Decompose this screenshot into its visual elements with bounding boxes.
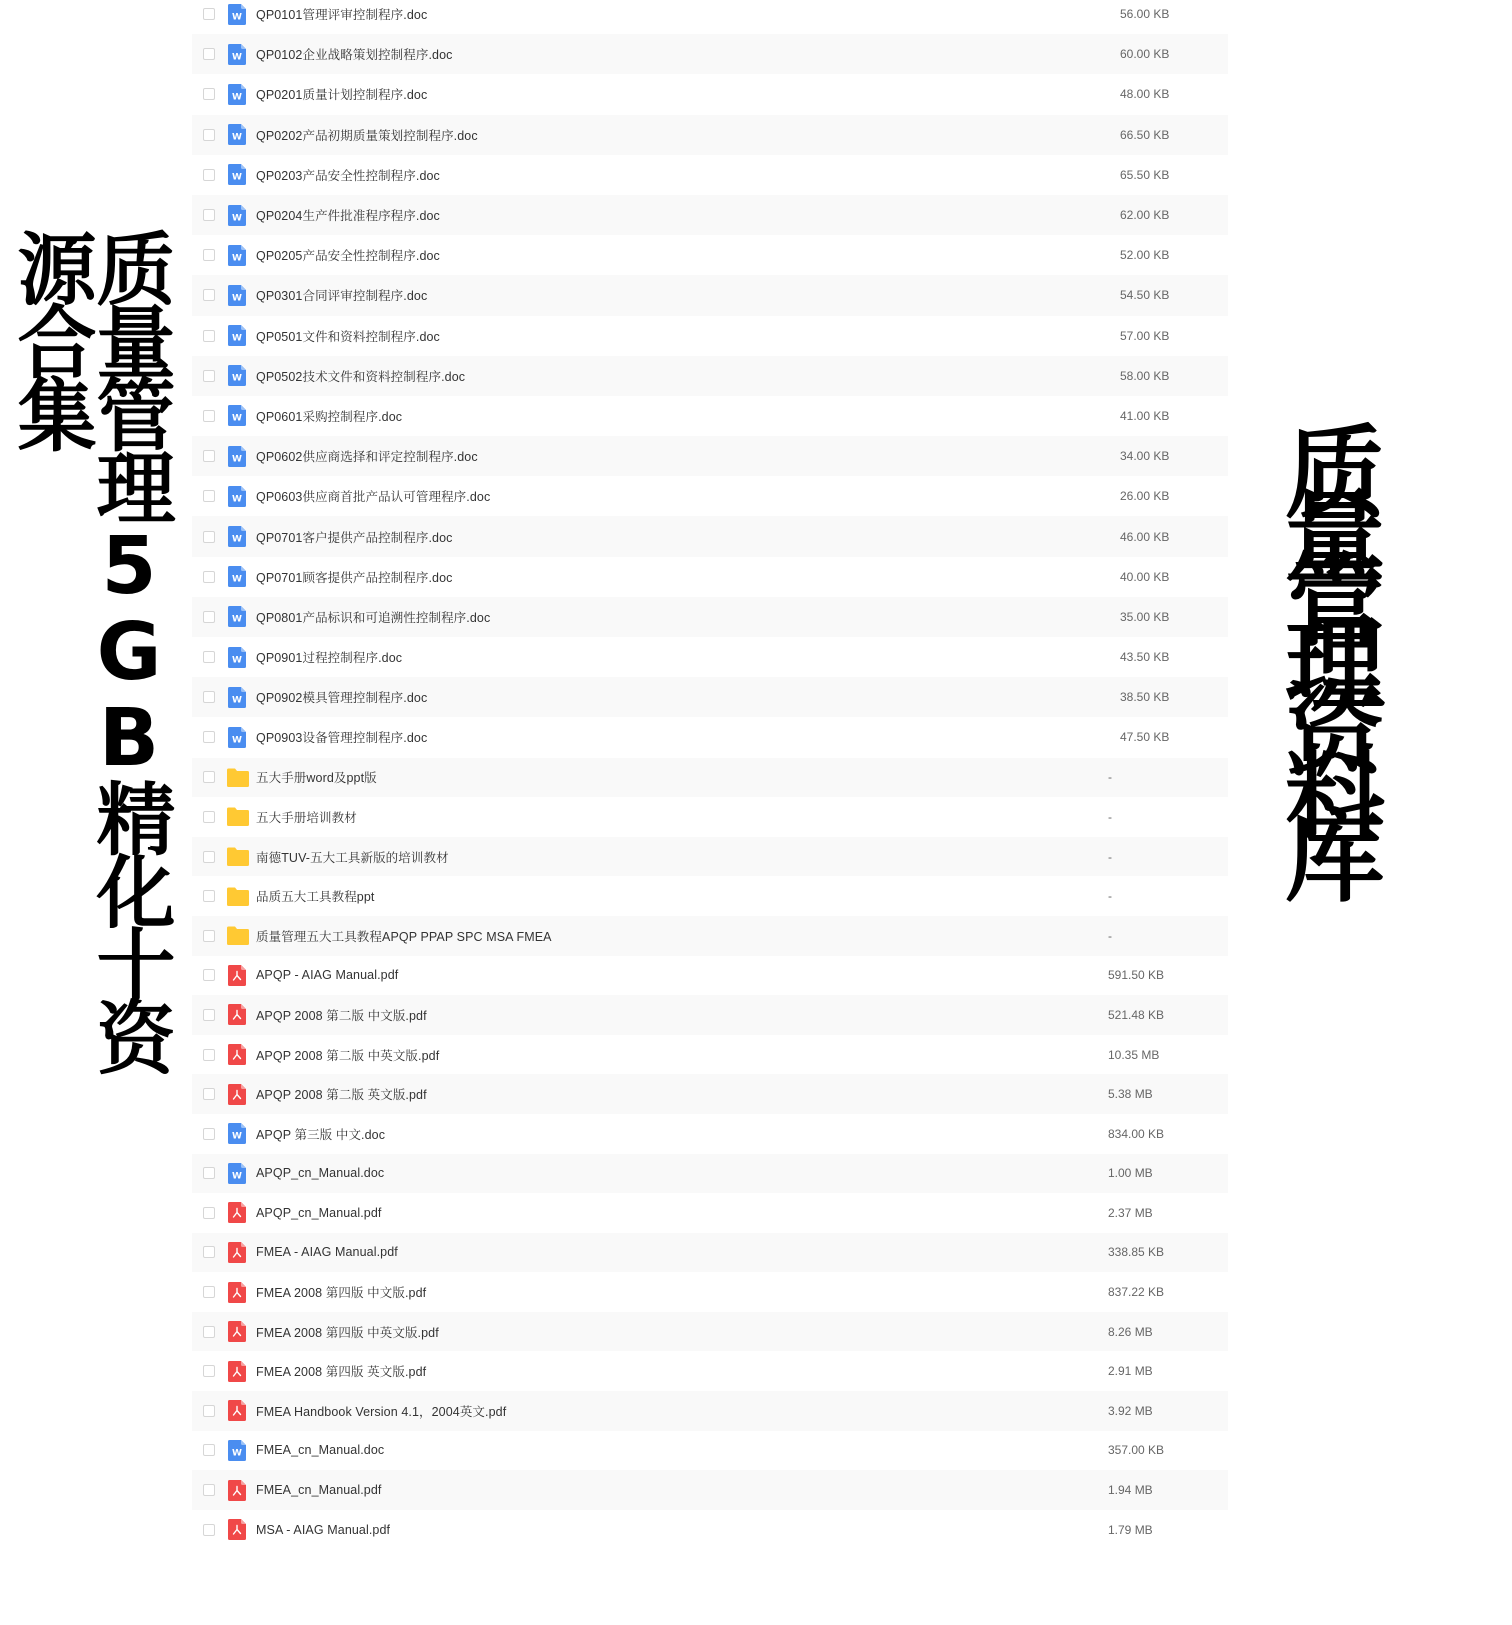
- file-name[interactable]: APQP 第三版 中文.doc: [256, 1127, 386, 1142]
- file-size: 837.22 KB: [1108, 1285, 1165, 1300]
- file-row[interactable]: [192, 717, 1228, 757]
- select-checkbox[interactable]: [203, 1207, 215, 1219]
- file-row[interactable]: [192, 1035, 1228, 1075]
- file-row[interactable]: [192, 1114, 1228, 1154]
- file-name[interactable]: QP0601采购控制程序.doc: [256, 409, 403, 424]
- word-doc-icon: [228, 205, 246, 226]
- file-name[interactable]: APQP 2008 第二版 英文版.pdf: [256, 1088, 427, 1103]
- svg-text:W: W: [232, 735, 242, 746]
- select-checkbox[interactable]: [203, 890, 215, 902]
- select-checkbox[interactable]: [203, 851, 215, 863]
- file-row[interactable]: [192, 275, 1228, 315]
- file-name[interactable]: APQP_cn_Manual.doc: [256, 1166, 385, 1181]
- svg-text:W: W: [232, 454, 242, 465]
- file-name[interactable]: QP0201质量计划控制程序.doc: [256, 88, 428, 103]
- word-doc-icon: [228, 446, 246, 467]
- select-checkbox[interactable]: [203, 209, 215, 221]
- file-size: 1.94 MB: [1108, 1483, 1153, 1498]
- file-name[interactable]: 品质五大工具教程ppt: [256, 890, 375, 905]
- file-row[interactable]: [192, 476, 1228, 516]
- file-name[interactable]: QP0602供应商选择和评定控制程序.doc: [256, 450, 478, 465]
- file-size: 38.50 KB: [1120, 690, 1170, 705]
- file-row[interactable]: [192, 516, 1228, 556]
- file-name[interactable]: 五大手册培训教材: [256, 810, 357, 825]
- svg-text:W: W: [232, 52, 242, 63]
- file-row[interactable]: [192, 1351, 1228, 1391]
- file-name[interactable]: FMEA 2008 第四版 中文版.pdf: [256, 1286, 427, 1301]
- select-checkbox[interactable]: [203, 1444, 215, 1456]
- file-list: [192, 0, 1228, 1549]
- file-row[interactable]: [192, 34, 1228, 74]
- file-size: 46.00 KB: [1120, 529, 1170, 544]
- pdf-icon: [228, 1282, 246, 1303]
- file-size: 5.38 MB: [1108, 1087, 1153, 1102]
- word-doc-icon: [228, 687, 246, 708]
- file-name[interactable]: APQP - AIAG Manual.pdf: [256, 968, 399, 983]
- file-row[interactable]: [192, 316, 1228, 356]
- file-row[interactable]: [192, 0, 1228, 34]
- file-name[interactable]: QP0903设备管理控制程序.doc: [256, 731, 428, 746]
- file-name[interactable]: QP0101管理评审控制程序.doc: [256, 8, 428, 23]
- select-checkbox[interactable]: [203, 169, 215, 181]
- file-size: -: [1108, 809, 1112, 824]
- svg-text:W: W: [232, 695, 242, 706]
- select-checkbox[interactable]: [203, 930, 215, 942]
- select-checkbox[interactable]: [203, 370, 215, 382]
- file-size: -: [1108, 770, 1112, 785]
- file-name[interactable]: QP0701客户提供产品控制程序.doc: [256, 530, 453, 545]
- file-name[interactable]: 五大手册word及ppt版: [256, 771, 377, 786]
- select-checkbox[interactable]: [203, 410, 215, 422]
- word-doc-icon: [228, 164, 246, 185]
- svg-text:W: W: [232, 92, 242, 103]
- select-checkbox[interactable]: [203, 450, 215, 462]
- file-size: 834.00 KB: [1108, 1126, 1165, 1141]
- file-size: 47.50 KB: [1120, 730, 1170, 745]
- file-name[interactable]: QP0701顾客提供产品控制程序.doc: [256, 570, 453, 585]
- svg-text:W: W: [232, 413, 242, 424]
- file-name[interactable]: QP0205产品安全性控制程序.doc: [256, 249, 440, 264]
- file-name[interactable]: QP0203产品安全性控制程序.doc: [256, 168, 440, 183]
- file-size: 56.00 KB: [1120, 7, 1170, 22]
- file-row[interactable]: [192, 995, 1228, 1035]
- word-doc-icon: [228, 4, 246, 25]
- file-name[interactable]: QP0902模具管理控制程序.doc: [256, 691, 428, 706]
- file-row[interactable]: [192, 1233, 1228, 1273]
- select-checkbox[interactable]: [203, 1128, 215, 1140]
- file-size: 34.00 KB: [1120, 449, 1170, 464]
- file-size: 57.00 KB: [1120, 328, 1170, 343]
- svg-text:W: W: [232, 333, 242, 344]
- folder-row[interactable]: [192, 916, 1228, 956]
- svg-text:W: W: [232, 614, 242, 625]
- file-size: 3.92 MB: [1108, 1403, 1153, 1418]
- file-size: 357.00 KB: [1108, 1443, 1165, 1458]
- file-row[interactable]: [192, 436, 1228, 476]
- promo-title-right: 质量管理资料库: [1268, 420, 1385, 868]
- folder-row[interactable]: [192, 837, 1228, 877]
- svg-text:W: W: [232, 574, 242, 585]
- select-checkbox[interactable]: [203, 611, 215, 623]
- file-size: 66.50 KB: [1120, 127, 1170, 142]
- select-checkbox[interactable]: [203, 1167, 215, 1179]
- select-checkbox[interactable]: [203, 249, 215, 261]
- svg-text:W: W: [232, 534, 242, 545]
- file-size: 521.48 KB: [1108, 1007, 1165, 1022]
- file-size: 2.91 MB: [1108, 1364, 1153, 1379]
- word-doc-icon: [228, 44, 246, 65]
- pdf-icon: [228, 1400, 246, 1421]
- select-checkbox[interactable]: [203, 651, 215, 663]
- file-row[interactable]: [192, 677, 1228, 717]
- file-size: 52.00 KB: [1120, 248, 1170, 263]
- file-name[interactable]: QP0901过程控制程序.doc: [256, 651, 403, 666]
- file-row[interactable]: [192, 1510, 1228, 1550]
- folder-icon: [227, 807, 245, 826]
- file-name[interactable]: FMEA 2008 第四版 英文版.pdf: [256, 1365, 427, 1380]
- select-checkbox[interactable]: [203, 969, 215, 981]
- select-checkbox[interactable]: [203, 88, 215, 100]
- file-row[interactable]: [192, 396, 1228, 436]
- select-checkbox[interactable]: [203, 330, 215, 342]
- select-checkbox[interactable]: [203, 8, 215, 20]
- file-row[interactable]: [192, 155, 1228, 195]
- file-row[interactable]: [192, 1431, 1228, 1471]
- select-checkbox[interactable]: [203, 490, 215, 502]
- word-doc-icon: [228, 486, 246, 507]
- file-row[interactable]: [192, 1154, 1228, 1194]
- file-name[interactable]: QP0501文件和资料控制程序.doc: [256, 329, 440, 344]
- svg-text:W: W: [232, 655, 242, 666]
- file-name[interactable]: QP0102企业战略策划控制程序.doc: [256, 48, 453, 63]
- word-doc-icon: [228, 245, 246, 266]
- folder-row[interactable]: [192, 758, 1228, 798]
- select-checkbox[interactable]: [203, 811, 215, 823]
- pdf-icon: [228, 1004, 246, 1025]
- word-doc-icon: [228, 285, 246, 306]
- file-size: 10.35 MB: [1108, 1047, 1160, 1062]
- select-checkbox[interactable]: [203, 771, 215, 783]
- file-size: 62.00 KB: [1120, 208, 1170, 223]
- select-checkbox[interactable]: [203, 48, 215, 60]
- file-name[interactable]: FMEA - AIAG Manual.pdf: [256, 1245, 398, 1260]
- folder-icon: [227, 847, 245, 866]
- select-checkbox[interactable]: [203, 531, 215, 543]
- word-doc-icon: [228, 1440, 246, 1461]
- file-name[interactable]: FMEA Handbook Version 4.1，2004英文.pdf: [256, 1404, 507, 1419]
- folder-icon: [227, 768, 245, 787]
- folder-icon: [227, 887, 245, 906]
- file-name[interactable]: FMEA_cn_Manual.pdf: [256, 1483, 382, 1498]
- file-row[interactable]: [192, 1074, 1228, 1114]
- file-name[interactable]: APQP_cn_Manual.pdf: [256, 1205, 382, 1220]
- file-size: 338.85 KB: [1108, 1245, 1165, 1260]
- file-size: -: [1108, 889, 1112, 904]
- svg-text:W: W: [232, 494, 242, 505]
- file-row[interactable]: [192, 235, 1228, 275]
- file-row[interactable]: [192, 195, 1228, 235]
- file-row[interactable]: [192, 1391, 1228, 1431]
- file-size: -: [1108, 928, 1112, 943]
- file-size: 43.50 KB: [1120, 650, 1170, 665]
- select-checkbox[interactable]: [203, 691, 215, 703]
- select-checkbox[interactable]: [203, 1405, 215, 1417]
- file-row[interactable]: [192, 115, 1228, 155]
- folder-row[interactable]: [192, 876, 1228, 916]
- select-checkbox[interactable]: [203, 731, 215, 743]
- file-size: 35.00 KB: [1120, 609, 1170, 624]
- file-name[interactable]: QP0603供应商首批产品认可管理程序.doc: [256, 490, 491, 505]
- file-row[interactable]: [192, 1193, 1228, 1233]
- file-name[interactable]: 南德TUV-五大工具新版的培训教材: [256, 850, 449, 865]
- svg-text:W: W: [232, 12, 242, 23]
- svg-text:W: W: [232, 253, 242, 264]
- file-size: 41.00 KB: [1120, 408, 1170, 423]
- pdf-icon: [228, 1361, 246, 1382]
- file-name[interactable]: QP0204生产件批准程序程序.doc: [256, 209, 440, 224]
- svg-text:W: W: [232, 1171, 242, 1182]
- file-size: 1.00 MB: [1108, 1166, 1153, 1181]
- select-checkbox[interactable]: [203, 289, 215, 301]
- word-doc-icon: [228, 606, 246, 627]
- file-size: 60.00 KB: [1120, 47, 1170, 62]
- pdf-icon: [228, 1084, 246, 1105]
- svg-text:W: W: [232, 293, 242, 304]
- file-name[interactable]: APQP 2008 第二版 中文版.pdf: [256, 1008, 427, 1023]
- pdf-icon: [228, 1321, 246, 1342]
- file-row[interactable]: [192, 1470, 1228, 1510]
- select-checkbox[interactable]: [203, 1009, 215, 1021]
- word-doc-icon: [228, 566, 246, 587]
- pdf-icon: [228, 1242, 246, 1263]
- word-doc-icon: [228, 727, 246, 748]
- file-row[interactable]: [192, 1312, 1228, 1352]
- file-size: 2.37 MB: [1108, 1205, 1153, 1220]
- svg-text:W: W: [232, 1131, 242, 1142]
- file-size: 40.00 KB: [1120, 569, 1170, 584]
- folder-icon: [227, 926, 245, 945]
- word-doc-icon: [228, 405, 246, 426]
- file-size: -: [1108, 849, 1112, 864]
- file-size: 1.79 MB: [1108, 1522, 1153, 1537]
- select-checkbox[interactable]: [203, 1524, 215, 1536]
- file-size: 591.50 KB: [1108, 968, 1165, 983]
- word-doc-icon: [228, 647, 246, 668]
- word-doc-icon: [228, 325, 246, 346]
- promo-title-left: 质量管理5GB精化十资源合集: [4, 228, 175, 1070]
- file-size: 8.26 MB: [1108, 1324, 1153, 1339]
- select-checkbox[interactable]: [203, 1484, 215, 1496]
- file-row[interactable]: [192, 956, 1228, 996]
- file-name[interactable]: MSA - AIAG Manual.pdf: [256, 1522, 391, 1537]
- select-checkbox[interactable]: [203, 1365, 215, 1377]
- file-size: 58.00 KB: [1120, 368, 1170, 383]
- file-size: 26.00 KB: [1120, 489, 1170, 504]
- svg-text:W: W: [232, 172, 242, 183]
- file-row[interactable]: [192, 356, 1228, 396]
- file-size: 65.50 KB: [1120, 167, 1170, 182]
- svg-text:W: W: [232, 213, 242, 224]
- file-row[interactable]: [192, 74, 1228, 114]
- select-checkbox[interactable]: [203, 1286, 215, 1298]
- pdf-icon: [228, 965, 246, 986]
- folder-row[interactable]: [192, 797, 1228, 837]
- file-name[interactable]: QP0301合同评审控制程序.doc: [256, 289, 428, 304]
- pdf-icon: [228, 1480, 246, 1501]
- word-doc-icon: [228, 1123, 246, 1144]
- word-doc-icon: [228, 84, 246, 105]
- pdf-icon: [228, 1519, 246, 1540]
- file-size: 48.00 KB: [1120, 87, 1170, 102]
- word-doc-icon: [228, 526, 246, 547]
- pdf-icon: [228, 1044, 246, 1065]
- file-row[interactable]: [192, 557, 1228, 597]
- file-name[interactable]: APQP 2008 第二版 中英文版.pdf: [256, 1048, 440, 1063]
- file-row[interactable]: [192, 1272, 1228, 1312]
- file-name[interactable]: QP0502技术文件和资料控制程序.doc: [256, 369, 466, 384]
- select-checkbox[interactable]: [203, 1088, 215, 1100]
- file-row[interactable]: [192, 637, 1228, 677]
- file-name[interactable]: QP0801产品标识和可追溯性控制程序.doc: [256, 610, 491, 625]
- file-name[interactable]: FMEA_cn_Manual.doc: [256, 1443, 385, 1458]
- select-checkbox[interactable]: [203, 571, 215, 583]
- file-name[interactable]: 质量管理五大工具教程APQP PPAP SPC MSA FMEA: [256, 929, 552, 944]
- word-doc-icon: [228, 365, 246, 386]
- select-checkbox[interactable]: [203, 1049, 215, 1061]
- pdf-icon: [228, 1202, 246, 1223]
- svg-text:W: W: [232, 1448, 242, 1459]
- select-checkbox[interactable]: [203, 1246, 215, 1258]
- word-doc-icon: [228, 124, 246, 145]
- file-name[interactable]: QP0202产品初期质量策划控制程序.doc: [256, 128, 478, 143]
- select-checkbox[interactable]: [203, 1326, 215, 1338]
- svg-text:W: W: [232, 373, 242, 384]
- select-checkbox[interactable]: [203, 129, 215, 141]
- file-name[interactable]: FMEA 2008 第四版 中英文版.pdf: [256, 1325, 439, 1340]
- svg-text:W: W: [232, 132, 242, 143]
- word-doc-icon: [228, 1163, 246, 1184]
- file-size: 54.50 KB: [1120, 288, 1170, 303]
- file-row[interactable]: [192, 597, 1228, 637]
